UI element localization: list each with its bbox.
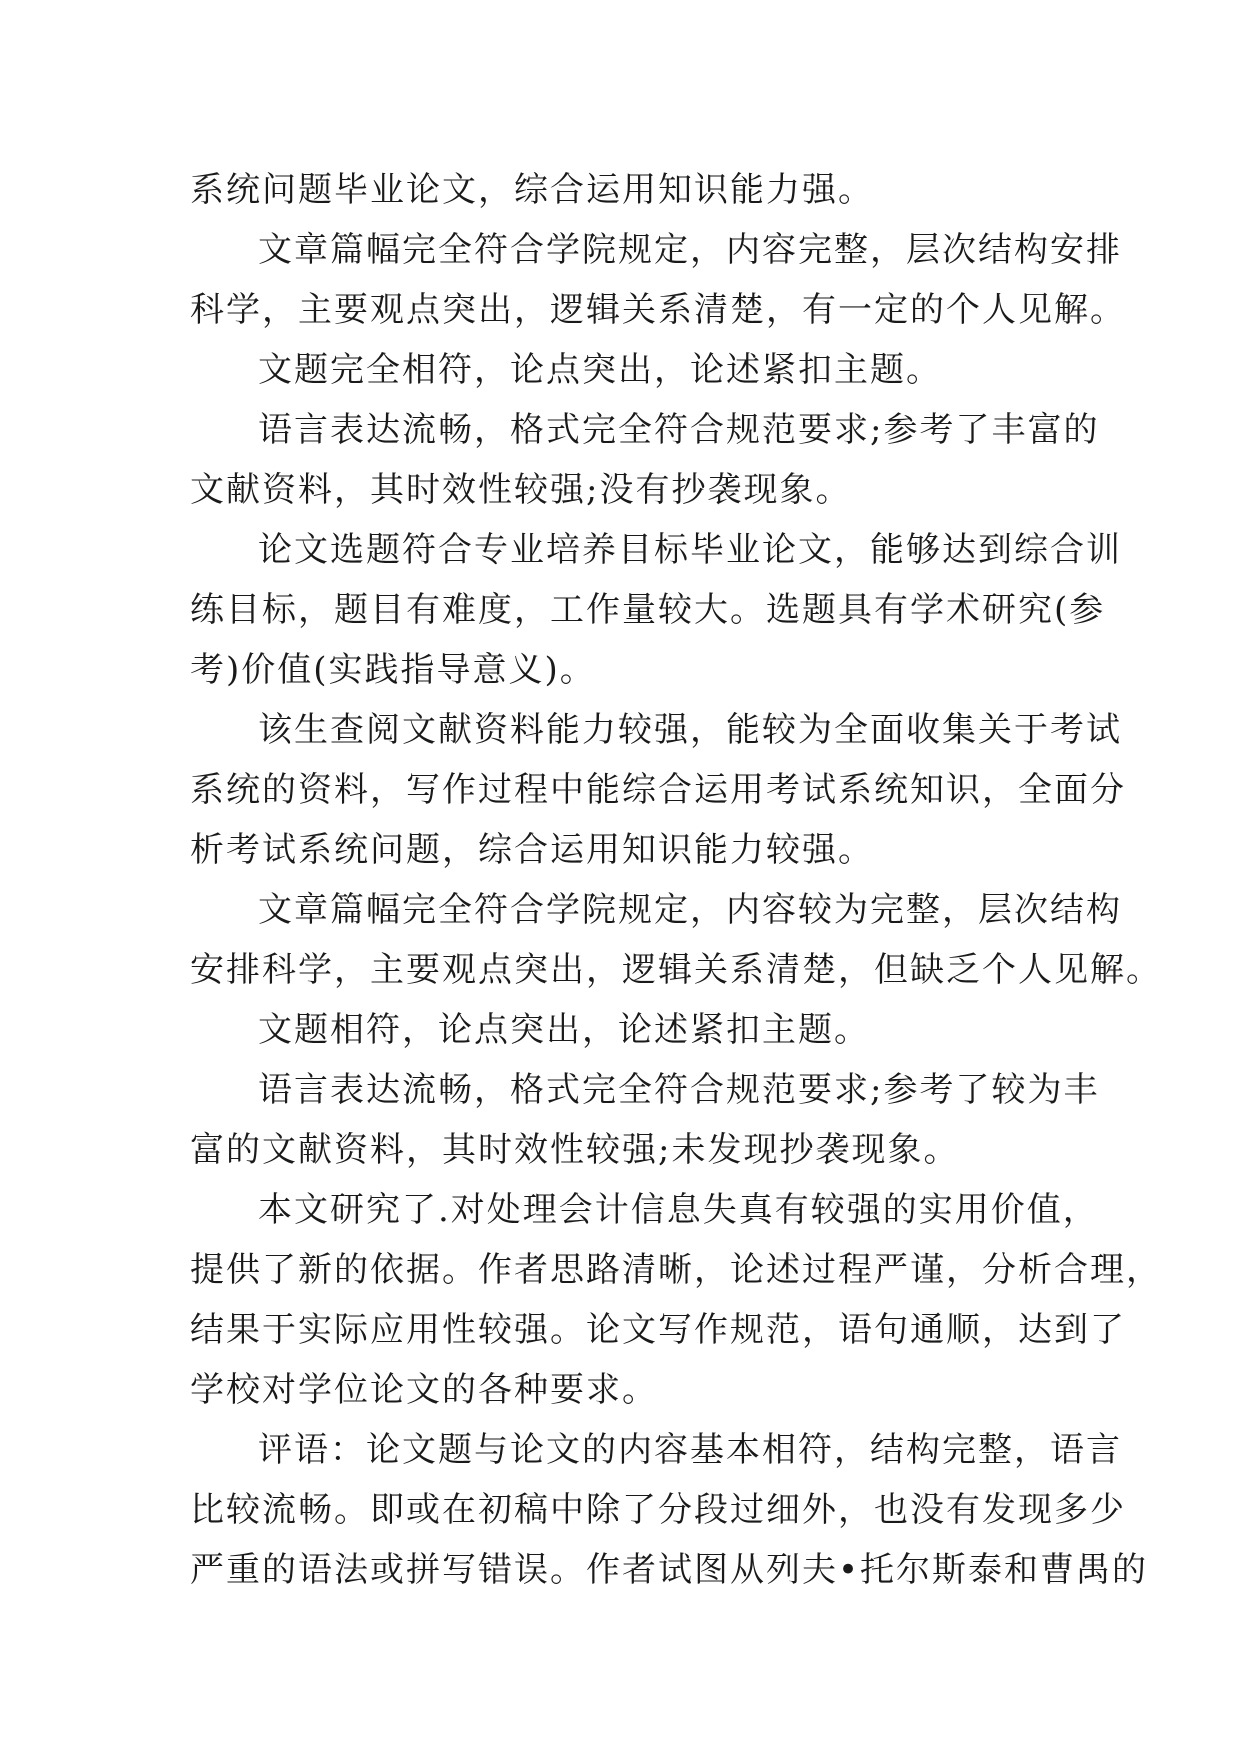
paragraph-line: 练目标，题目有难度，工作量较大。选题具有学术研究(参 xyxy=(190,590,1106,630)
paragraph-line: 学校对学位论文的各种要求。 xyxy=(190,1370,658,1410)
document-body xyxy=(190,160,1162,1600)
paragraph-line: 富的文献资料，其时效性较强;未发现抄袭现象。 xyxy=(190,1130,960,1170)
paragraph-first-line: 论文选题符合专业培养目标毕业论文，能够达到综合训 xyxy=(258,530,1122,570)
paragraph-first-line: 评语：论文题与论文的内容基本相符，结构完整，语言 xyxy=(258,1430,1122,1470)
paragraph-line: 提供了新的依据。作者思路清晰，论述过程严谨，分析合理， xyxy=(190,1250,1162,1290)
paragraph-line: 析考试系统问题，综合运用知识能力较强。 xyxy=(190,830,874,870)
paragraph-line: 文献资料，其时效性较强;没有抄袭现象。 xyxy=(190,470,852,510)
paragraph-line: 安排科学，主要观点突出，逻辑关系清楚，但缺乏个人见解。 xyxy=(190,950,1162,990)
paragraph-line: 严重的语法或拼写错误。作者试图从列夫•托尔斯泰和曹禺的 xyxy=(190,1550,1149,1590)
paragraph-line: 系统问题毕业论文，综合运用知识能力强。 xyxy=(190,170,874,210)
paragraph-first-line: 本文研究了.对处理会计信息失真有较强的实用价值， xyxy=(258,1190,1099,1230)
paragraph-line: 科学，主要观点突出，逻辑关系清楚，有一定的个人见解。 xyxy=(190,290,1126,330)
paragraph-line: 系统的资料，写作过程中能综合运用考试系统知识，全面分 xyxy=(190,770,1126,810)
paragraph-first-line: 文章篇幅完全符合学院规定，内容较为完整，层次结构 xyxy=(258,890,1122,930)
paragraph-first-line: 语言表达流畅，格式完全符合规范要求;参考了较为丰 xyxy=(258,1070,1100,1110)
paragraph-first-line: 语言表达流畅，格式完全符合规范要求;参考了丰富的 xyxy=(258,410,1100,450)
paragraph-first-line: 文题完全相符，论点突出，论述紧扣主题。 xyxy=(258,350,942,390)
paragraph-first-line: 文题相符，论点突出，论述紧扣主题。 xyxy=(258,1010,870,1050)
paragraph-first-line: 文章篇幅完全符合学院规定，内容完整，层次结构安排 xyxy=(258,230,1122,270)
paragraph-line: 考)价值(实践指导意义)。 xyxy=(190,650,596,690)
paragraph-line: 比较流畅。即或在初稿中除了分段过细外，也没有发现多少 xyxy=(190,1490,1126,1530)
paragraph-line: 结果于实际应用性较强。论文写作规范，语句通顺，达到了 xyxy=(190,1310,1126,1350)
paragraph-first-line: 该生查阅文献资料能力较强，能较为全面收集关于考试 xyxy=(258,710,1122,750)
